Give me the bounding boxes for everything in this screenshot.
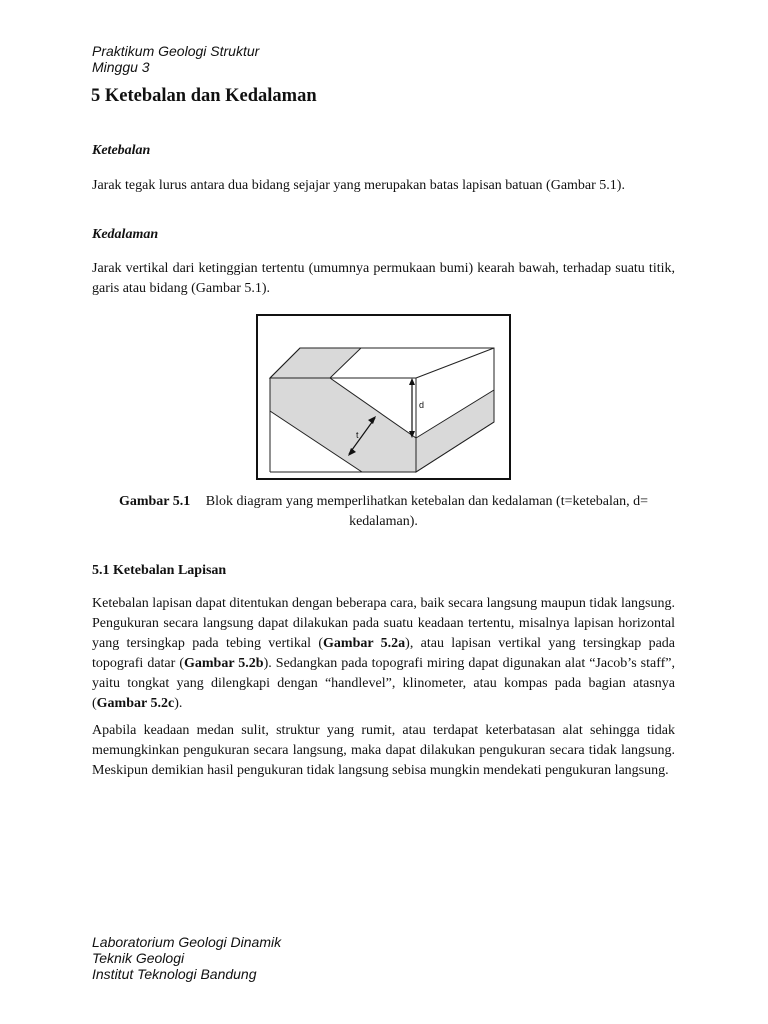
header-course: Praktikum Geologi Struktur — [92, 43, 260, 59]
ketebalan-definition: Jarak tegak lurus antara dua bidang sejajar yang merupakan batas lapisan batuan (Gambar 5.1). — [92, 178, 625, 193]
footer-lab: Laboratorium Geologi Dinamik — [92, 934, 282, 950]
kedalaman-definition: Jarak vertikal dari ketinggian tertentu (umumnya permukaan bumi) kearah bawah, terhadap suatu titik, garis atau bidang (Gambar 5.1). — [92, 261, 675, 296]
section-paragraph-2: Apabila keadaan medan sulit, struktur yang rumit, atau terdapat keterbatasan alat sehingga tidak memungkinkan pengukuran secara langsung, maka dapat dilakukan pengukuran secara tidak langsung. Meskipun demikian hasil pengukuran tidak langsung sebisa mungkin mendekati pengukuran langsung. — [92, 723, 675, 778]
header-week: Minggu 3 — [92, 59, 150, 75]
label-d: d — [419, 400, 425, 410]
footer-department: Teknik Geologi — [92, 950, 185, 966]
ref-gambar-5-2c: Gambar 5.2c — [96, 696, 175, 711]
section-paragraph-1: Ketebalan lapisan dapat ditentukan dengan beberapa cara, baik secara langsung maupun tidak langsung. Pengukuran secara langsung dapat dilakukan pada suatu keadaan tertentu, misalnya lapisan horizontal yang tersingkap pada tebing vertikal (Gambar 5.2a), atau lapisan vertikal yang tersingkap pada topografi datar (Gambar 5.2b). Sedangkan pada topografi miring dapat digunakan alat “Jacob’s staff”, yaitu tongkat yang dilengkapi dengan “handlevel”, klinometer, atau kompas pada bagian atasnya (Gambar 5.2c). — [92, 596, 676, 711]
block-diagram — [258, 316, 509, 478]
kedalaman-heading: Kedalaman — [92, 227, 159, 242]
layer-top-face — [270, 348, 361, 378]
caption-text: Blok diagram yang memperlihatkan ketebalan dan kedalaman (t=ketebalan, d= kedalaman). — [205, 494, 649, 529]
caption-label: Gambar 5.1 — [118, 494, 191, 509]
ketebalan-heading: Ketebalan — [92, 143, 151, 158]
layer-front-face — [270, 378, 416, 472]
page-header — [92, 43, 259, 75]
page-footer — [92, 934, 281, 982]
ref-gambar-5-2b: Gambar 5.2b — [184, 656, 264, 671]
layer-side-face — [416, 390, 494, 472]
chapter-title: 5 Ketebalan dan Kedalaman — [91, 86, 317, 106]
block-diagram-figure — [256, 314, 511, 480]
section-heading: 5.1 Ketebalan Lapisan — [92, 563, 227, 578]
figure-caption — [92, 492, 675, 532]
label-t: t — [356, 430, 359, 440]
footer-institute: Institut Teknologi Bandung — [92, 966, 257, 982]
ref-gambar-5-2a: Gambar 5.2a — [323, 636, 406, 651]
